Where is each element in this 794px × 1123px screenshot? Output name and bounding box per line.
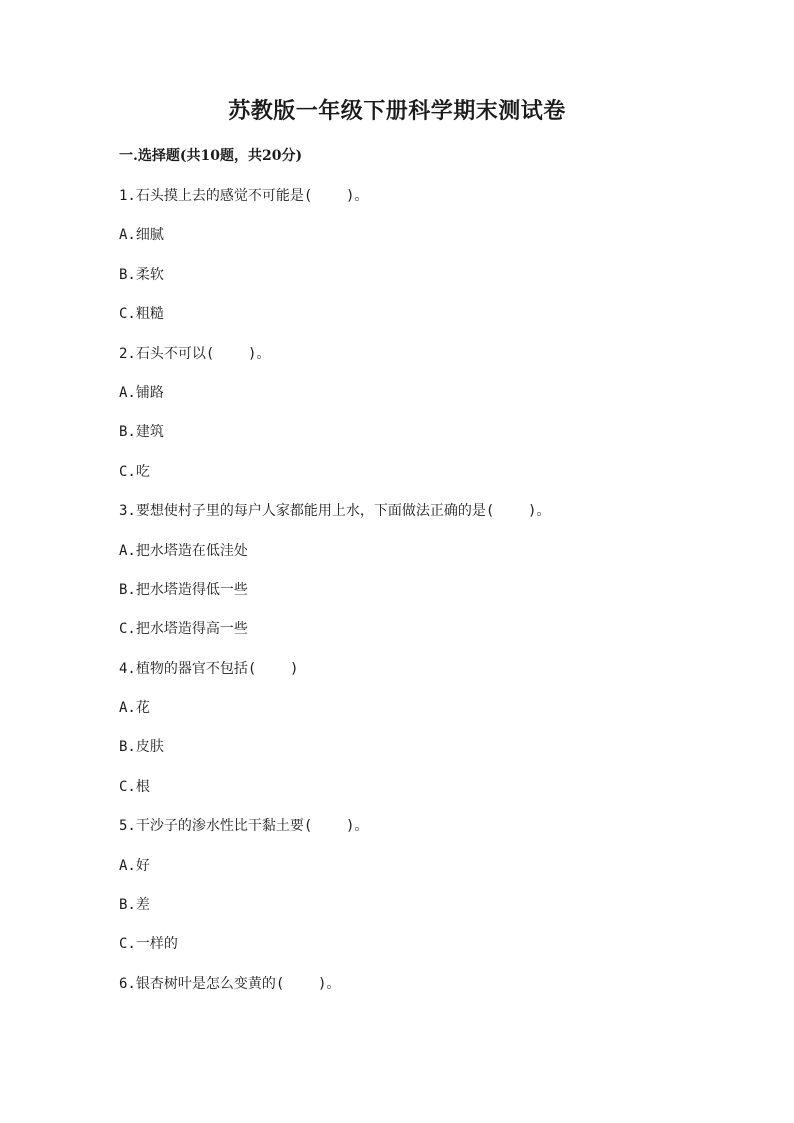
option-4b: B.皮肤 xyxy=(119,739,164,756)
option-2a: A.铺路 xyxy=(119,384,164,401)
option-5a: A.好 xyxy=(119,857,150,874)
option-3c: C.把水塔造得高一些 xyxy=(119,621,248,638)
question-1: 1.石头摸上去的感觉不可能是( )。 xyxy=(119,188,369,204)
option-2b: B.建筑 xyxy=(119,424,164,441)
option-1c: C.粗糙 xyxy=(119,306,164,323)
question-5: 5.干沙子的渗水性比干黏土要( )。 xyxy=(119,818,369,835)
option-1a: A.细腻 xyxy=(119,227,164,244)
option-4c: C.根 xyxy=(119,778,150,795)
option-5c: C.一样的 xyxy=(119,936,178,953)
page-title: 苏教版一年级下册科学期末测试卷 xyxy=(228,98,566,124)
option-5b: B.差 xyxy=(119,897,150,914)
option-3a: A.把水塔造在低洼处 xyxy=(119,542,248,559)
option-4a: A.花 xyxy=(119,700,150,717)
section-heading: 一.选择题(共10题，共20分) xyxy=(119,148,303,164)
question-2: 2.石头不可以( )。 xyxy=(119,345,271,362)
option-2c: C.吃 xyxy=(119,463,150,480)
option-3b: B.把水塔造得低一些 xyxy=(119,581,248,598)
question-6: 6.银杏树叶是怎么变黄的( )。 xyxy=(119,975,341,992)
question-list xyxy=(119,186,719,1013)
question-3: 3.要想使村子里的每户人家都能用上水，下面做法正确的是( )。 xyxy=(119,503,551,520)
option-1b: B.柔软 xyxy=(119,266,164,283)
question-4: 4.植物的器官不包括( ) xyxy=(119,660,299,677)
